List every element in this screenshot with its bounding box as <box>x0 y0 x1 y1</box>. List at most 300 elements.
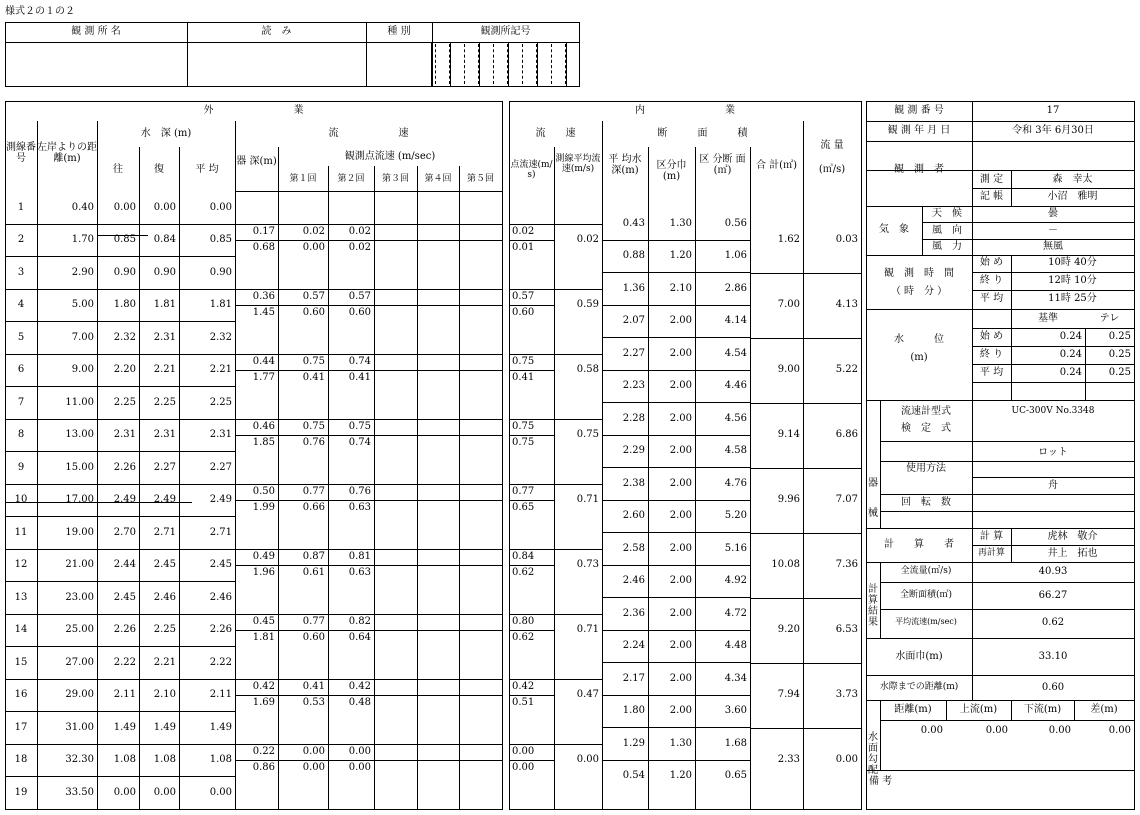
weather-label: 気 象 <box>879 224 909 235</box>
segment-area-col: 区 分断 面(㎡) <box>699 154 746 176</box>
depth-forward: 2.44 <box>113 559 136 570</box>
rule-line <box>5 549 236 550</box>
rule-line <box>972 328 1135 329</box>
usage-value: ロット <box>1038 447 1068 458</box>
rule-line <box>235 224 503 225</box>
pass-header: 第３回 <box>381 174 409 184</box>
calculator-label: 計 算 者 <box>884 539 954 550</box>
segment-width: 2.00 <box>669 348 692 359</box>
point-velocity-header: 観測点流速 (m/sec) <box>344 151 436 162</box>
discharge: 5.22 <box>835 364 858 375</box>
distance: 32.30 <box>65 754 94 765</box>
line-no: 17 <box>14 722 28 733</box>
edge-distance-value: 0.60 <box>1041 682 1065 693</box>
line-no: 5 <box>17 332 25 343</box>
depth-forward: 0.90 <box>113 267 136 278</box>
line-no: 12 <box>14 559 28 570</box>
rule-line <box>235 419 503 420</box>
area-header: 断 面 積 <box>657 128 748 139</box>
rule-line <box>5 451 236 452</box>
distance: 19.00 <box>65 527 94 538</box>
total-rule <box>750 273 862 274</box>
obs-no-label: 観 測 番 号 <box>894 105 944 116</box>
rule-line <box>922 222 1135 223</box>
velocity-value: 0.00 <box>348 746 371 757</box>
discharge-header: 流 量 <box>820 140 844 151</box>
segment-area: 4.76 <box>724 478 747 489</box>
rule-line <box>509 289 603 290</box>
segment-width: 2.00 <box>669 478 692 489</box>
rule-line <box>972 382 1135 383</box>
rule-line <box>5 256 236 257</box>
line-no: 16 <box>14 689 28 700</box>
segment-mean-depth: 1.80 <box>622 705 645 716</box>
rule-line <box>509 809 603 810</box>
stage-base: 0.24 <box>1059 331 1082 342</box>
wind-force-value: 無風 <box>1043 241 1063 252</box>
point-velocity-subrule <box>509 760 555 761</box>
distance: 21.00 <box>65 559 94 570</box>
remarks-label: 備 考 <box>869 776 893 787</box>
segment-area: 1.06 <box>724 250 747 261</box>
header-rule <box>5 42 580 43</box>
segment-area: 5.20 <box>724 510 747 521</box>
segment-rule <box>602 662 751 663</box>
mean-velocity-col: 測線平均流速(m/s) <box>555 154 601 174</box>
distance: 9.00 <box>71 364 94 375</box>
time-avg-value: 11時 25分 <box>1048 293 1097 304</box>
rule-line <box>880 494 1135 495</box>
rule-line <box>866 121 1135 122</box>
segment-area: 4.92 <box>724 575 747 586</box>
depth-forward: 2.70 <box>113 527 136 538</box>
pass-header: 第２回 <box>337 174 365 184</box>
segment-width: 1.30 <box>669 738 692 749</box>
segment-area: 4.48 <box>724 640 747 651</box>
rule-line <box>880 441 1135 442</box>
velocity-value: 1.45 <box>252 307 275 318</box>
discharge-unit: (㎥/s) <box>818 164 846 175</box>
velocity-value: 0.87 <box>302 551 325 562</box>
rule-line <box>509 679 603 680</box>
obs-date-value: 令和 3年 6月30日 <box>1012 125 1094 136</box>
distance-header: 左岸よりの距 離(m) <box>37 142 97 164</box>
meter-type-value: UC-300V No.3348 <box>1011 406 1095 416</box>
rule-line <box>922 239 1135 240</box>
depth-return: 2.25 <box>153 397 176 408</box>
segment-mean-depth: 2.46 <box>622 575 645 586</box>
depth-return: 2.46 <box>153 592 176 603</box>
rule-line <box>5 581 236 582</box>
area-total: 2.33 <box>777 754 800 765</box>
rule-line <box>417 166 418 810</box>
discharge: 7.07 <box>835 494 858 505</box>
depth-forward: 2.45 <box>113 592 136 603</box>
depth-forward: 2.22 <box>113 657 136 668</box>
point-velocity-subrule <box>509 630 555 631</box>
rotation-label: 回 転 数 <box>901 497 951 508</box>
mean-velocity: 0.71 <box>576 494 599 505</box>
segment-width: 2.00 <box>669 705 692 716</box>
velocity-value: 0.45 <box>252 616 275 627</box>
rule-line <box>235 354 503 355</box>
discharge: 3.73 <box>835 689 858 700</box>
velocity-value: 1.69 <box>252 697 275 708</box>
mean-velocity: 0.00 <box>576 754 599 765</box>
point-velocity: 0.02 <box>512 226 535 237</box>
segment-area: 4.14 <box>724 315 747 326</box>
mean-velocity-value: 0.62 <box>1041 617 1065 628</box>
mean-velocity-label: 平均流速(m/sec) <box>895 617 957 626</box>
code-digit-box <box>471 44 479 84</box>
velocity-value: 1.81 <box>252 632 275 643</box>
line-no: 3 <box>17 267 25 278</box>
slope-dist-value: 0.00 <box>920 725 943 736</box>
rule-line <box>5 484 236 485</box>
station-name-label: 観 測 所 名 <box>71 26 121 37</box>
code-col-rule <box>479 42 480 87</box>
velocity-subrow-rule <box>235 305 503 306</box>
segment-rule <box>602 565 751 566</box>
area-total: 10.08 <box>771 559 800 570</box>
obs-no-value: 17 <box>1046 105 1060 116</box>
segment-area: 4.72 <box>724 608 747 619</box>
area-total: 7.00 <box>777 299 800 310</box>
rule-line <box>803 121 804 810</box>
mean-velocity: 0.02 <box>576 234 599 245</box>
total-rule <box>750 338 862 339</box>
depth-average: 2.45 <box>209 559 232 570</box>
stage-tele: 0.25 <box>1108 331 1131 342</box>
segment-rule <box>602 402 751 403</box>
rule-line <box>972 477 1135 478</box>
line-no-header: 測線番号 <box>6 142 36 164</box>
distance: 7.00 <box>71 332 94 343</box>
obs-time-label: 観 測 時 間 <box>884 268 954 279</box>
point-velocity-subrule <box>509 370 555 371</box>
time-start-value: 10時 40分 <box>1048 257 1097 268</box>
depth-forward: 1.08 <box>113 754 136 765</box>
stage-base-header: 基準 <box>1038 313 1058 324</box>
point-velocity-subrule <box>509 695 555 696</box>
depth-forward: 2.31 <box>113 429 136 440</box>
segment-area: 3.60 <box>724 705 747 716</box>
depth-header: 水 深 (m) <box>140 128 192 139</box>
code-col-rule <box>537 42 538 87</box>
point-velocity: 0.77 <box>512 486 535 497</box>
distance: 23.00 <box>65 592 94 603</box>
code-col-rule <box>566 42 567 87</box>
segment-rule <box>602 240 751 241</box>
rule-line <box>866 675 1135 676</box>
segment-mean-depth: 1.36 <box>622 283 645 294</box>
depth-average: 1.49 <box>209 722 232 733</box>
rule-line <box>866 206 1135 207</box>
point-velocity-subrule <box>509 500 555 501</box>
slope-diff-value: 0.00 <box>1108 725 1131 736</box>
rule-line <box>5 646 236 647</box>
area-total: 9.00 <box>777 364 800 375</box>
velocity-value: 0.49 <box>252 551 275 562</box>
rule-line <box>5 224 236 225</box>
velocity-value: 0.46 <box>252 421 275 432</box>
segment-rule <box>602 760 751 761</box>
velocity-value: 0.82 <box>348 616 371 627</box>
segment-area: 4.34 <box>724 673 747 684</box>
discharge: 6.53 <box>835 624 858 635</box>
segment-rule <box>602 532 751 533</box>
velocity-value: 0.41 <box>302 681 325 692</box>
rule-line <box>972 272 1135 273</box>
rule-line <box>972 346 1135 347</box>
segment-mean-depth: 2.29 <box>622 445 645 456</box>
depth-forward: 2.49 <box>113 494 136 505</box>
point-velocity: 0.62 <box>512 567 535 578</box>
mean-velocity: 0.59 <box>576 299 599 310</box>
width-col: 区分巾(m) <box>656 160 687 182</box>
area-total: 9.14 <box>777 429 800 440</box>
stage-tele: 0.25 <box>1108 349 1131 360</box>
velocity-value: 0.60 <box>302 632 325 643</box>
line-no: 1 <box>17 202 25 213</box>
rule-line <box>972 188 1135 189</box>
instrument-label: 器 <box>868 478 878 489</box>
segment-mean-depth: 2.24 <box>622 640 645 651</box>
rule-line <box>235 614 503 615</box>
segment-rule <box>602 467 751 468</box>
rule-line <box>880 511 1135 512</box>
depth-return: 2.25 <box>153 624 176 635</box>
rule-line <box>509 419 603 420</box>
segment-mean-depth: 2.23 <box>622 380 645 391</box>
segment-rule <box>602 305 751 306</box>
time-end-label: 終 り <box>979 275 1004 286</box>
rule-line <box>374 166 375 810</box>
segment-rule <box>602 695 751 696</box>
recalc-label: 再計算 <box>977 548 1005 558</box>
segment-mean-depth: 2.38 <box>622 478 645 489</box>
wind-force-key: 風 力 <box>932 241 962 252</box>
depth-average: 2.46 <box>209 592 232 603</box>
meter-type-label: 流速計型式 <box>901 406 951 417</box>
segment-area: 1.68 <box>724 738 747 749</box>
wind-dir-value: － <box>1048 225 1058 236</box>
rule-line <box>235 744 503 745</box>
velocity-value: 0.63 <box>348 567 371 578</box>
form-label: 様式２の１の２ <box>5 6 75 17</box>
pass-header: 第５回 <box>466 174 494 184</box>
velocity-subrow-rule <box>235 630 503 631</box>
segment-width: 2.00 <box>669 413 692 424</box>
rule-line <box>509 744 603 745</box>
stage-time: 終 り <box>979 349 1004 360</box>
area-total: 1.62 <box>777 234 800 245</box>
discharge: 0.00 <box>835 754 858 765</box>
point-velocity: 0.75 <box>512 421 535 432</box>
code-digit-box <box>558 44 566 84</box>
velocity-subrow-rule <box>235 760 503 761</box>
rule-line <box>5 744 236 745</box>
velocity-value: 1.96 <box>252 567 275 578</box>
segment-width: 1.20 <box>669 770 692 781</box>
rule-line <box>235 679 503 680</box>
distance: 31.00 <box>65 722 94 733</box>
point-velocity: 0.65 <box>512 502 535 513</box>
line-no: 11 <box>14 527 28 538</box>
total-flow-label: 全流量(㎥/s) <box>900 566 952 576</box>
usage-label: 使用方法 <box>906 463 946 474</box>
depth-return-header: 復 <box>154 164 164 175</box>
record-value: 小沼 雅明 <box>1047 191 1098 202</box>
rule-line <box>866 141 1135 142</box>
segment-area: 5.16 <box>724 543 747 554</box>
total-rule <box>750 533 862 534</box>
velocity-value: 1.85 <box>252 437 275 448</box>
measure-value: 森 幸太 <box>1052 174 1093 185</box>
code-col-rule <box>450 42 451 87</box>
depth-average: 2.49 <box>209 494 232 505</box>
rule-line <box>972 364 1135 365</box>
segment-width: 2.00 <box>669 315 692 326</box>
edge-distance-label: 水際までの距離(m) <box>879 682 959 692</box>
depth-return: 2.71 <box>153 527 176 538</box>
depth-average: 2.22 <box>209 657 232 668</box>
velocity-value: 0.41 <box>302 372 325 383</box>
segment-width: 2.00 <box>669 640 692 651</box>
inner-title: 内 業 <box>635 105 735 116</box>
rule-line <box>5 321 236 322</box>
velocity-subrow-rule <box>235 435 503 436</box>
point-velocity: 0.51 <box>512 697 535 708</box>
segment-area: 4.46 <box>724 380 747 391</box>
total-rule <box>750 403 862 404</box>
segment-width: 2.00 <box>669 445 692 456</box>
area-total: 7.94 <box>777 689 800 700</box>
line-no: 10 <box>14 494 28 505</box>
point-velocity: 0.00 <box>512 762 535 773</box>
segment-area: 0.65 <box>724 770 747 781</box>
depth-average: 2.31 <box>209 429 232 440</box>
segment-area: 4.58 <box>724 445 747 456</box>
segment-rule <box>602 272 751 273</box>
velocity-value: 0.00 <box>302 762 325 773</box>
result-label: 計算結果 <box>868 584 878 628</box>
velocity-value: 0.36 <box>252 291 275 302</box>
depth-return: 2.21 <box>153 364 176 375</box>
velocity-header: 流 速 <box>328 128 409 139</box>
depth-return: 1.81 <box>153 299 176 310</box>
velocity-value: 1.77 <box>252 372 275 383</box>
velocity-subrow-rule <box>235 500 503 501</box>
rule-line <box>866 309 1135 310</box>
velocity-subrow-rule <box>235 565 503 566</box>
depth-forward: 1.80 <box>113 299 136 310</box>
rule-line <box>235 289 503 290</box>
slope-down-label: 下流(m) <box>1023 704 1062 715</box>
distance: 29.00 <box>65 689 94 700</box>
slope-up-value: 0.00 <box>985 725 1008 736</box>
rule-line <box>880 461 1135 462</box>
stage-time: 始 め <box>979 331 1004 342</box>
segment-rule <box>602 370 751 371</box>
segment-mean-depth: 2.58 <box>622 543 645 554</box>
velocity-value: 0.17 <box>252 226 275 237</box>
segment-mean-depth: 0.88 <box>622 250 645 261</box>
calc-value: 虎林 敬介 <box>1047 531 1098 542</box>
velocity-value: 0.86 <box>252 762 275 773</box>
segment-rule <box>602 337 751 338</box>
point-velocity: 0.57 <box>512 291 535 302</box>
rule-line <box>5 354 236 355</box>
total-rule <box>750 728 862 729</box>
slope-label: 水面勾 <box>868 732 878 765</box>
depth-return: 0.00 <box>153 787 176 798</box>
velocity-value: 0.41 <box>348 372 371 383</box>
code-digit-box <box>529 44 537 84</box>
rule-line <box>5 614 236 615</box>
rule-line <box>866 400 1135 401</box>
depth-average: 2.21 <box>209 364 232 375</box>
calc-label: 計 算 <box>979 531 1004 542</box>
depth-average: 0.00 <box>209 787 232 798</box>
segment-width: 1.30 <box>669 218 692 229</box>
depth-return: 2.10 <box>153 689 176 700</box>
stage-base: 0.24 <box>1059 367 1082 378</box>
rule-line <box>866 562 1135 563</box>
distance: 11.00 <box>65 397 94 408</box>
line-no: 14 <box>14 624 28 635</box>
rule-line <box>509 224 603 225</box>
depth-forward-header: 往 <box>113 164 123 175</box>
segment-mean-depth: 2.17 <box>622 673 645 684</box>
point-velocity: 0.42 <box>512 681 535 692</box>
velocity-value: 0.61 <box>302 567 325 578</box>
velocity-subrow-rule <box>235 695 503 696</box>
velocity-value: 0.76 <box>348 486 371 497</box>
point-velocity: 0.84 <box>512 551 535 562</box>
depth-average: 2.27 <box>209 462 232 473</box>
obs-date-label: 観 測 年 月 日 <box>887 125 951 136</box>
point-velocity-subrule <box>509 305 555 306</box>
segment-rule <box>602 597 751 598</box>
depth-forward: 2.26 <box>113 624 136 635</box>
line-no: 2 <box>17 234 25 245</box>
instrument-label: 械 <box>868 508 878 519</box>
rule-line <box>431 42 432 87</box>
code-col-rule <box>508 42 509 87</box>
point-velocity: 0.41 <box>512 372 535 383</box>
segment-mean-depth: 2.36 <box>622 608 645 619</box>
area-total-col: 合 計(㎡) <box>756 160 797 171</box>
segment-mean-depth: 2.07 <box>622 315 645 326</box>
rule-line <box>866 255 1135 256</box>
segment-width: 2.00 <box>669 608 692 619</box>
stage-unit: (m) <box>910 352 928 363</box>
observer-label: 観 測 者 <box>894 164 944 175</box>
mean-velocity: 0.71 <box>576 624 599 635</box>
segment-mean-depth: 2.28 <box>622 413 645 424</box>
velocity-value: 0.75 <box>348 421 371 432</box>
segment-width: 2.00 <box>669 510 692 521</box>
segment-width: 2.00 <box>669 543 692 554</box>
depth-average: 2.71 <box>209 527 232 538</box>
point-velocity: 0.60 <box>512 307 535 318</box>
depth-return: 0.90 <box>153 267 176 278</box>
rule-line <box>509 614 603 615</box>
depth-forward: 0.00 <box>113 787 136 798</box>
point-velocity-col: 点流速(m/s) <box>510 160 553 180</box>
depth-forward: 2.11 <box>113 689 136 700</box>
